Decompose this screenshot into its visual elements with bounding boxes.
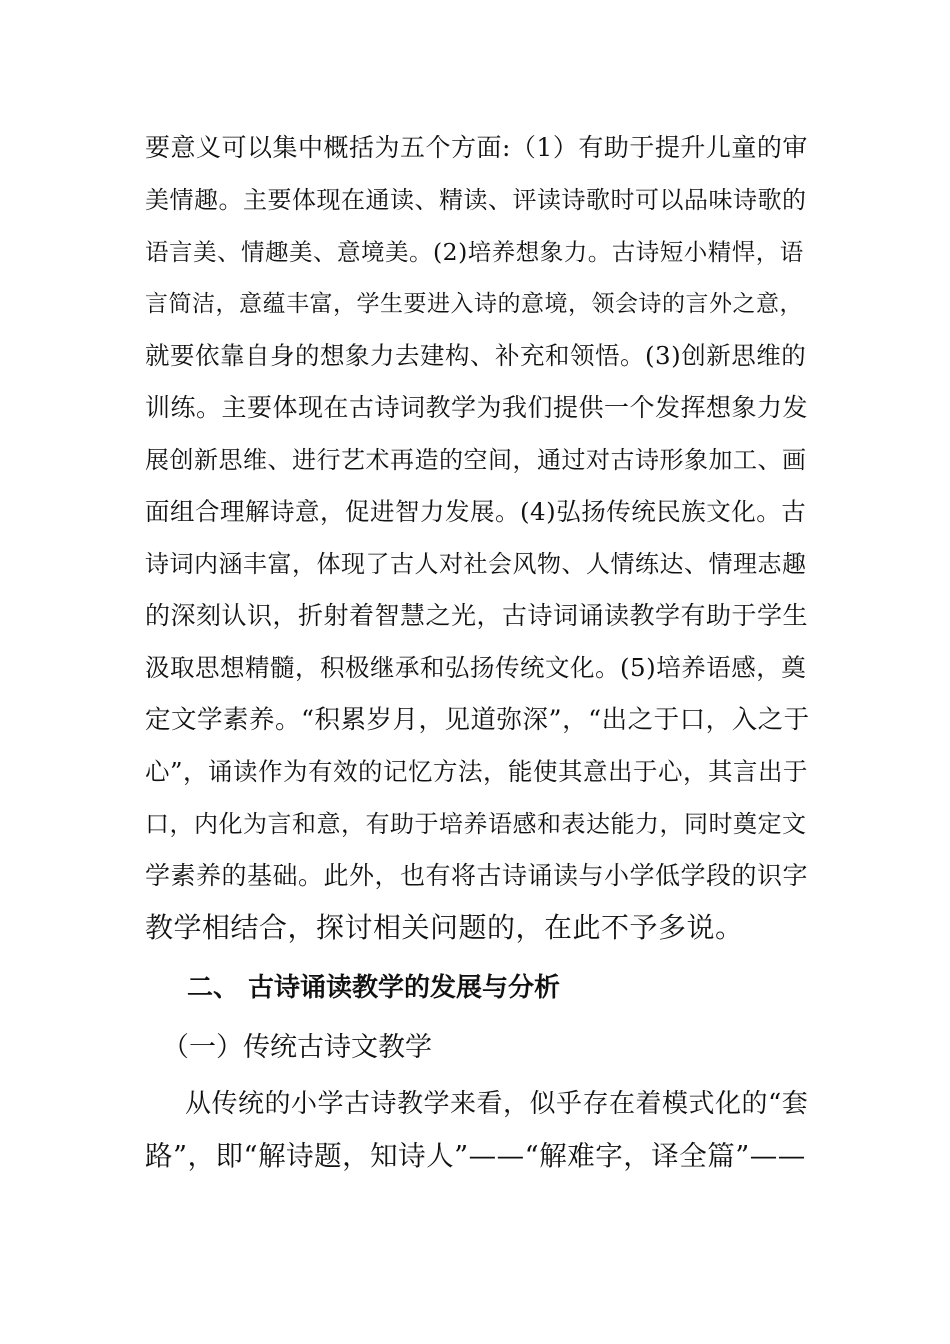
paragraph-line: 的深刻认识，折射着智慧之光，古诗词诵读教学有助于学生 (145, 601, 809, 630)
paragraph-line: 展创新思维、进行艺术再造的空间，通过对古诗形象加工、画 (145, 446, 807, 474)
paragraph-line: 语言美、情趣美、意境美。(2)培养想象力。古诗短小精悍，语 (145, 238, 804, 266)
paragraph-line: 汲取思想精髓，积极继承和弘扬传统文化。(5)培养语感，奠 (145, 653, 807, 682)
paragraph-line: 从传统的小学古诗教学来看，似乎存在着模式化的“套 (185, 1089, 809, 1119)
section-heading: 二、 古诗诵读教学的发展与分析 (187, 973, 561, 1003)
subsection-heading: （一）传统古诗文教学 (162, 1032, 432, 1063)
paragraph-line: 要意义可以集中概括为五个方面:（1）有助于提升儿童的审 (145, 133, 808, 162)
paragraph-line: 面组合理解诗意，促进智力发展。(4)弘扬传统民族文化。古 (145, 497, 807, 526)
paragraph-line: 学素养的基础。此外，也有将古诗诵读与小学低学段的识字 (145, 861, 809, 890)
paragraph-line: 口，内化为言和意，有助于培养语感和表达能力，同时奠定文 (145, 810, 807, 838)
paragraph-line: 诗词内涵丰富，体现了古人对社会风物、人情练达、情理志趣 (145, 550, 807, 578)
paragraph-line: 言简洁，意蕴丰富，学生要进入诗的意境，领会诗的言外之意， (145, 291, 803, 317)
paragraph-line: 就要依靠自身的想象力去建构、补充和领悟。(3)创新思维的 (145, 341, 807, 370)
paragraph-line: 定文学素养。“积累岁月，见道弥深”，“出之于口，入之于 (145, 705, 810, 735)
paragraph-line: 美情趣。主要体现在通读、精读、评读诗歌时可以品味诗歌的 (145, 186, 807, 214)
paragraph-line: 教学相结合，探讨相关问题的，在此不予多说。 (145, 911, 744, 944)
paragraph-line: 心”，诵读作为有效的记忆方法，能使其意出于心，其言出于 (145, 757, 809, 786)
paragraph-line: 路”，即“解诗题，知诗人”——“解难字，译全篇”—— (145, 1140, 806, 1172)
paragraph-line: 训练。主要体现在古诗词教学为我们提供一个发挥想象力发 (145, 393, 809, 422)
